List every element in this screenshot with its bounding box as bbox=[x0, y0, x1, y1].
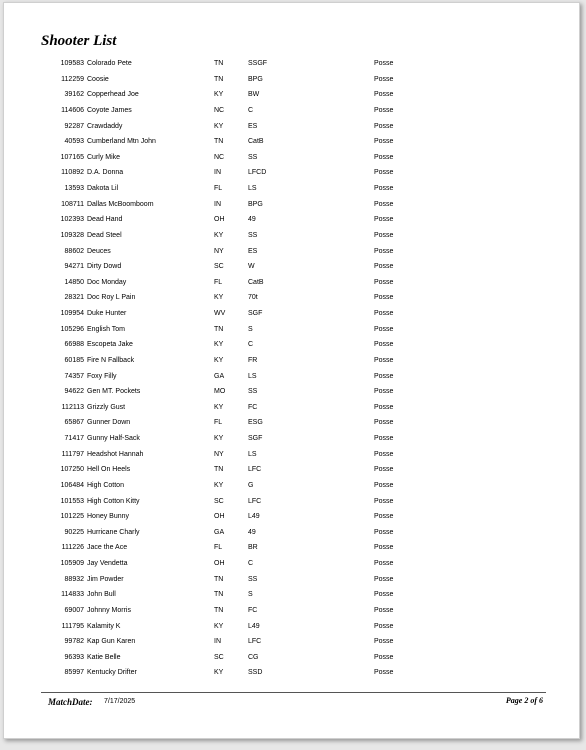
shooter-category: BW bbox=[248, 91, 260, 99]
shooter-row bbox=[4, 354, 579, 370]
shooter-alias: Jim Powder bbox=[87, 575, 124, 583]
shooter-row bbox=[4, 338, 579, 354]
shooter-category: LFC bbox=[248, 638, 262, 646]
shooter-row bbox=[4, 73, 579, 89]
shooter-state: OH bbox=[214, 560, 225, 567]
shooter-category: SGF bbox=[248, 310, 263, 317]
shooter-alias: Dead Steel bbox=[87, 231, 122, 239]
shooter-alias: Doc Roy L Pain bbox=[87, 294, 136, 302]
shooter-id: 105296 bbox=[60, 325, 84, 333]
shooter-state: TN bbox=[214, 138, 224, 146]
shooter-id: 101225 bbox=[60, 513, 84, 521]
shooter-id: 13593 bbox=[64, 185, 84, 192]
shooter-id: 111226 bbox=[61, 544, 84, 552]
shooter-category: SGF bbox=[248, 435, 263, 442]
shooter-state: FL bbox=[214, 544, 223, 552]
shooter-alias: John Bull bbox=[87, 591, 116, 599]
shooter-posse: Posse bbox=[374, 419, 394, 427]
shooter-row bbox=[4, 620, 579, 636]
shooter-state: OH bbox=[214, 513, 225, 521]
shooter-category: SS bbox=[248, 231, 258, 239]
report-page bbox=[3, 2, 580, 739]
shooter-category: BPG bbox=[248, 75, 263, 83]
shooter-id: 60185 bbox=[64, 356, 84, 364]
shooter-id: 111795 bbox=[61, 622, 84, 630]
shooter-row bbox=[4, 135, 579, 151]
shooter-id: 109583 bbox=[60, 60, 84, 67]
shooter-row bbox=[4, 166, 579, 182]
shooter-state: FL bbox=[214, 419, 223, 427]
shooter-state: TN bbox=[214, 466, 224, 474]
shooter-row bbox=[4, 573, 579, 589]
shooter-posse: Posse bbox=[374, 466, 394, 474]
shooter-alias: Curly Mike bbox=[87, 153, 121, 161]
shooter-id: 40593 bbox=[64, 138, 84, 146]
shooter-row bbox=[4, 307, 579, 323]
shooter-alias: Dirty Dowd bbox=[87, 263, 122, 271]
shooter-state: OH bbox=[214, 216, 225, 224]
shooter-row bbox=[4, 651, 579, 667]
shooter-posse: Posse bbox=[374, 91, 394, 99]
page-title: Shooter List bbox=[41, 33, 117, 49]
shooter-category: BR bbox=[248, 544, 258, 552]
shooter-alias: Hell On Heels bbox=[87, 466, 131, 474]
shooter-alias: Crawdaddy bbox=[87, 122, 123, 130]
shooter-state: TN bbox=[214, 575, 224, 583]
shooter-alias: Kalamity K bbox=[87, 622, 121, 630]
shooter-id: 107250 bbox=[60, 466, 84, 474]
shooter-row bbox=[4, 557, 579, 573]
shooter-posse: Posse bbox=[374, 450, 394, 458]
shooter-posse: Posse bbox=[374, 75, 394, 83]
shooter-posse: Posse bbox=[374, 200, 394, 208]
shooter-state: FL bbox=[214, 185, 223, 192]
shooter-state: KY bbox=[214, 341, 224, 349]
shooter-state: KY bbox=[214, 122, 224, 130]
match-date-label: MatchDate: bbox=[48, 697, 93, 707]
shooter-id: 106484 bbox=[60, 481, 84, 489]
shooter-state: SC bbox=[214, 497, 224, 505]
shooter-category: W bbox=[248, 263, 255, 271]
shooter-posse: Posse bbox=[374, 216, 394, 224]
shooter-alias: Colorado Pete bbox=[87, 60, 132, 67]
shooter-category: C bbox=[248, 341, 254, 349]
shooter-state: KY bbox=[214, 403, 224, 411]
shooter-row bbox=[4, 182, 579, 198]
shooter-id: 107165 bbox=[60, 153, 84, 161]
shooter-id: 102393 bbox=[60, 216, 84, 224]
shooter-category: ESG bbox=[248, 419, 263, 427]
shooter-category: 49 bbox=[248, 216, 256, 224]
shooter-id: 105909 bbox=[60, 560, 84, 567]
shooter-category: 70t bbox=[248, 294, 258, 302]
shooter-row bbox=[4, 416, 579, 432]
shooter-category: LFC bbox=[248, 497, 262, 505]
shooter-posse: Posse bbox=[374, 481, 394, 489]
shooter-posse: Posse bbox=[374, 231, 394, 239]
shooter-row bbox=[4, 88, 579, 104]
shooter-state: TN bbox=[214, 606, 224, 614]
shooter-row bbox=[4, 479, 579, 495]
shooter-posse: Posse bbox=[374, 153, 394, 161]
shooter-list bbox=[4, 57, 579, 682]
shooter-posse: Posse bbox=[374, 638, 394, 646]
shooter-row bbox=[4, 495, 579, 511]
shooter-id: 65867 bbox=[64, 419, 84, 427]
shooter-category: SS bbox=[248, 153, 258, 161]
shooter-id: 92287 bbox=[64, 122, 84, 130]
shooter-alias: Deuces bbox=[87, 247, 111, 255]
shooter-state: KY bbox=[214, 231, 224, 239]
shooter-row bbox=[4, 370, 579, 386]
shooter-category: C bbox=[248, 106, 254, 114]
shooter-posse: Posse bbox=[374, 60, 394, 67]
shooter-state: GA bbox=[214, 528, 225, 536]
shooter-alias: Honey Bunny bbox=[87, 513, 130, 521]
shooter-alias: Cumberland Mtn John bbox=[87, 138, 156, 146]
shooter-row bbox=[4, 229, 579, 245]
shooter-state: KY bbox=[214, 356, 224, 364]
shooter-alias: Grizzly Gust bbox=[87, 403, 126, 411]
shooter-id: 74357 bbox=[64, 372, 84, 380]
shooter-state: IN bbox=[214, 169, 221, 177]
shooter-alias: Johnny Morris bbox=[87, 606, 131, 614]
shooter-id: 112259 bbox=[61, 75, 84, 83]
shooter-row bbox=[4, 510, 579, 526]
shooter-alias: Kentucky Drifter bbox=[87, 669, 137, 677]
shooter-id: 111797 bbox=[61, 450, 84, 458]
shooter-id: 28321 bbox=[64, 294, 84, 302]
shooter-alias: Foxy Filly bbox=[87, 372, 117, 380]
shooter-category: L49 bbox=[248, 513, 260, 521]
shooter-row bbox=[4, 57, 579, 73]
shooter-state: NC bbox=[214, 153, 225, 161]
shooter-alias: Dakota Lil bbox=[87, 185, 119, 192]
shooter-state: IN bbox=[214, 200, 221, 208]
shooter-id: 94271 bbox=[64, 263, 84, 271]
shooter-category: FC bbox=[248, 606, 258, 614]
shooter-alias: D.A. Donna bbox=[87, 169, 124, 177]
shooter-row bbox=[4, 323, 579, 339]
shooter-id: 90225 bbox=[64, 528, 84, 536]
shooter-posse: Posse bbox=[374, 106, 394, 114]
shooter-posse: Posse bbox=[374, 372, 394, 380]
shooter-alias: Kap Gun Karen bbox=[87, 638, 136, 646]
shooter-alias: Copperhead Joe bbox=[87, 91, 139, 99]
shooter-posse: Posse bbox=[374, 185, 394, 192]
shooter-alias: Jace the Ace bbox=[87, 544, 128, 552]
shooter-posse: Posse bbox=[374, 591, 394, 599]
shooter-row bbox=[4, 291, 579, 307]
shooter-alias: Dead Hand bbox=[87, 216, 123, 224]
shooter-id: 112113 bbox=[61, 403, 84, 411]
shooter-row bbox=[4, 588, 579, 604]
shooter-row bbox=[4, 260, 579, 276]
shooter-posse: Posse bbox=[374, 356, 394, 364]
shooter-row bbox=[4, 666, 579, 682]
shooter-category: S bbox=[248, 325, 253, 333]
shooter-id: 94622 bbox=[64, 388, 84, 396]
shooter-id: 69007 bbox=[64, 606, 84, 614]
match-date-value: 7/17/2025 bbox=[104, 698, 136, 705]
shooter-row bbox=[4, 151, 579, 167]
shooter-posse: Posse bbox=[374, 388, 394, 396]
shooter-alias: Jay Vendetta bbox=[87, 560, 128, 567]
shooter-category: SS bbox=[248, 575, 258, 583]
shooter-alias: Dallas McBoomboom bbox=[87, 200, 154, 208]
shooter-category: LS bbox=[248, 450, 257, 458]
shooter-state: NY bbox=[214, 247, 224, 255]
shooter-state: KY bbox=[214, 435, 224, 442]
shooter-category: LS bbox=[248, 372, 257, 380]
shooter-alias: Escopeta Jake bbox=[87, 341, 133, 349]
shooter-state: SC bbox=[214, 653, 224, 661]
shooter-category: ES bbox=[248, 247, 258, 255]
shooter-posse: Posse bbox=[374, 497, 394, 505]
shooter-posse: Posse bbox=[374, 669, 394, 677]
shooter-state: WV bbox=[214, 310, 226, 317]
shooter-id: 66988 bbox=[64, 341, 84, 349]
shooter-category: CG bbox=[248, 653, 259, 661]
shooter-id: 114833 bbox=[61, 591, 84, 599]
shooter-state: KY bbox=[214, 669, 224, 677]
shooter-alias: Katie Belle bbox=[87, 653, 121, 661]
shooter-id: 109328 bbox=[60, 231, 84, 239]
shooter-row bbox=[4, 635, 579, 651]
shooter-alias: Gen MT. Pockets bbox=[87, 388, 141, 396]
shooter-row bbox=[4, 104, 579, 120]
shooter-alias: Hurricane Charly bbox=[87, 528, 140, 536]
shooter-alias: Doc Monday bbox=[87, 278, 127, 286]
shooter-category: CatB bbox=[248, 138, 264, 146]
shooter-id: 114606 bbox=[61, 106, 84, 114]
shooter-alias: Gunner Down bbox=[87, 419, 131, 427]
shooter-id: 101553 bbox=[60, 497, 84, 505]
shooter-id: 71417 bbox=[64, 435, 84, 442]
shooter-alias: Headshot Hannah bbox=[87, 450, 144, 458]
shooter-row bbox=[4, 245, 579, 261]
shooter-row bbox=[4, 541, 579, 557]
shooter-category: S bbox=[248, 591, 253, 599]
shooter-category: FC bbox=[248, 403, 258, 411]
shooter-row bbox=[4, 604, 579, 620]
shooter-row bbox=[4, 448, 579, 464]
shooter-row bbox=[4, 432, 579, 448]
shooter-posse: Posse bbox=[374, 325, 394, 333]
shooter-alias: Coyote James bbox=[87, 106, 132, 114]
shooter-category: LFCD bbox=[248, 169, 267, 177]
shooter-state: KY bbox=[214, 294, 224, 302]
shooter-posse: Posse bbox=[374, 513, 394, 521]
shooter-category: G bbox=[248, 481, 254, 489]
shooter-posse: Posse bbox=[374, 294, 394, 302]
shooter-category: L49 bbox=[248, 622, 260, 630]
shooter-row bbox=[4, 198, 579, 214]
shooter-alias: Fire N Fallback bbox=[87, 356, 135, 364]
shooter-state: TN bbox=[214, 591, 224, 599]
shooter-posse: Posse bbox=[374, 575, 394, 583]
shooter-id: 110892 bbox=[61, 169, 84, 177]
shooter-id: 88602 bbox=[64, 247, 84, 255]
shooter-category: SS bbox=[248, 388, 258, 396]
shooter-posse: Posse bbox=[374, 653, 394, 661]
shooter-state: TN bbox=[214, 325, 224, 333]
shooter-id: 99782 bbox=[64, 638, 84, 646]
shooter-alias: English Tom bbox=[87, 325, 126, 333]
shooter-id: 14850 bbox=[64, 278, 84, 286]
shooter-category: LS bbox=[248, 185, 257, 192]
shooter-row bbox=[4, 463, 579, 479]
shooter-id: 85997 bbox=[64, 669, 84, 677]
shooter-row bbox=[4, 213, 579, 229]
shooter-posse: Posse bbox=[374, 560, 394, 567]
shooter-alias: High Cotton Kitty bbox=[87, 497, 140, 505]
shooter-state: GA bbox=[214, 372, 225, 380]
shooter-id: 108711 bbox=[61, 200, 84, 208]
shooter-state: MO bbox=[214, 388, 226, 396]
shooter-category: C bbox=[248, 560, 254, 567]
shooter-category: 49 bbox=[248, 528, 256, 536]
shooter-id: 109954 bbox=[60, 310, 84, 317]
shooter-alias: Gunny Half-Sack bbox=[87, 435, 140, 442]
shooter-alias: Coosie bbox=[87, 75, 109, 83]
shooter-posse: Posse bbox=[374, 622, 394, 630]
shooter-state: NY bbox=[214, 450, 224, 458]
shooter-row bbox=[4, 276, 579, 292]
shooter-state: IN bbox=[214, 638, 221, 646]
shooter-id: 96393 bbox=[64, 653, 84, 661]
shooter-id: 88932 bbox=[64, 575, 84, 583]
shooter-posse: Posse bbox=[374, 528, 394, 536]
shooter-posse: Posse bbox=[374, 310, 394, 317]
footer-divider bbox=[41, 692, 546, 693]
shooter-category: SSD bbox=[248, 669, 263, 677]
shooter-alias: High Cotton bbox=[87, 481, 124, 489]
shooter-posse: Posse bbox=[374, 341, 394, 349]
shooter-id: 39162 bbox=[64, 91, 84, 99]
shooter-state: KY bbox=[214, 91, 224, 99]
shooter-category: BPG bbox=[248, 200, 263, 208]
shooter-row bbox=[4, 385, 579, 401]
shooter-state: FL bbox=[214, 278, 223, 286]
shooter-posse: Posse bbox=[374, 435, 394, 442]
shooter-category: CatB bbox=[248, 278, 264, 286]
shooter-category: FR bbox=[248, 356, 258, 364]
shooter-state: TN bbox=[214, 60, 224, 67]
shooter-posse: Posse bbox=[374, 263, 394, 271]
shooter-posse: Posse bbox=[374, 169, 394, 177]
shooter-category: ES bbox=[248, 122, 258, 130]
shooter-state: KY bbox=[214, 481, 224, 489]
shooter-posse: Posse bbox=[374, 403, 394, 411]
shooter-state: KY bbox=[214, 622, 224, 630]
shooter-posse: Posse bbox=[374, 606, 394, 614]
shooter-row bbox=[4, 120, 579, 136]
shooter-posse: Posse bbox=[374, 278, 394, 286]
shooter-category: LFC bbox=[248, 466, 262, 474]
shooter-posse: Posse bbox=[374, 138, 394, 146]
shooter-posse: Posse bbox=[374, 544, 394, 552]
shooter-alias: Duke Hunter bbox=[87, 310, 127, 317]
page-number: Page 2 of 6 bbox=[505, 696, 543, 705]
shooter-state: TN bbox=[214, 75, 224, 83]
shooter-posse: Posse bbox=[374, 247, 394, 255]
shooter-state: SC bbox=[214, 263, 224, 271]
shooter-row bbox=[4, 401, 579, 417]
shooter-state: NC bbox=[214, 106, 225, 114]
shooter-row bbox=[4, 526, 579, 542]
shooter-category: SSGF bbox=[248, 60, 268, 67]
shooter-posse: Posse bbox=[374, 122, 394, 130]
